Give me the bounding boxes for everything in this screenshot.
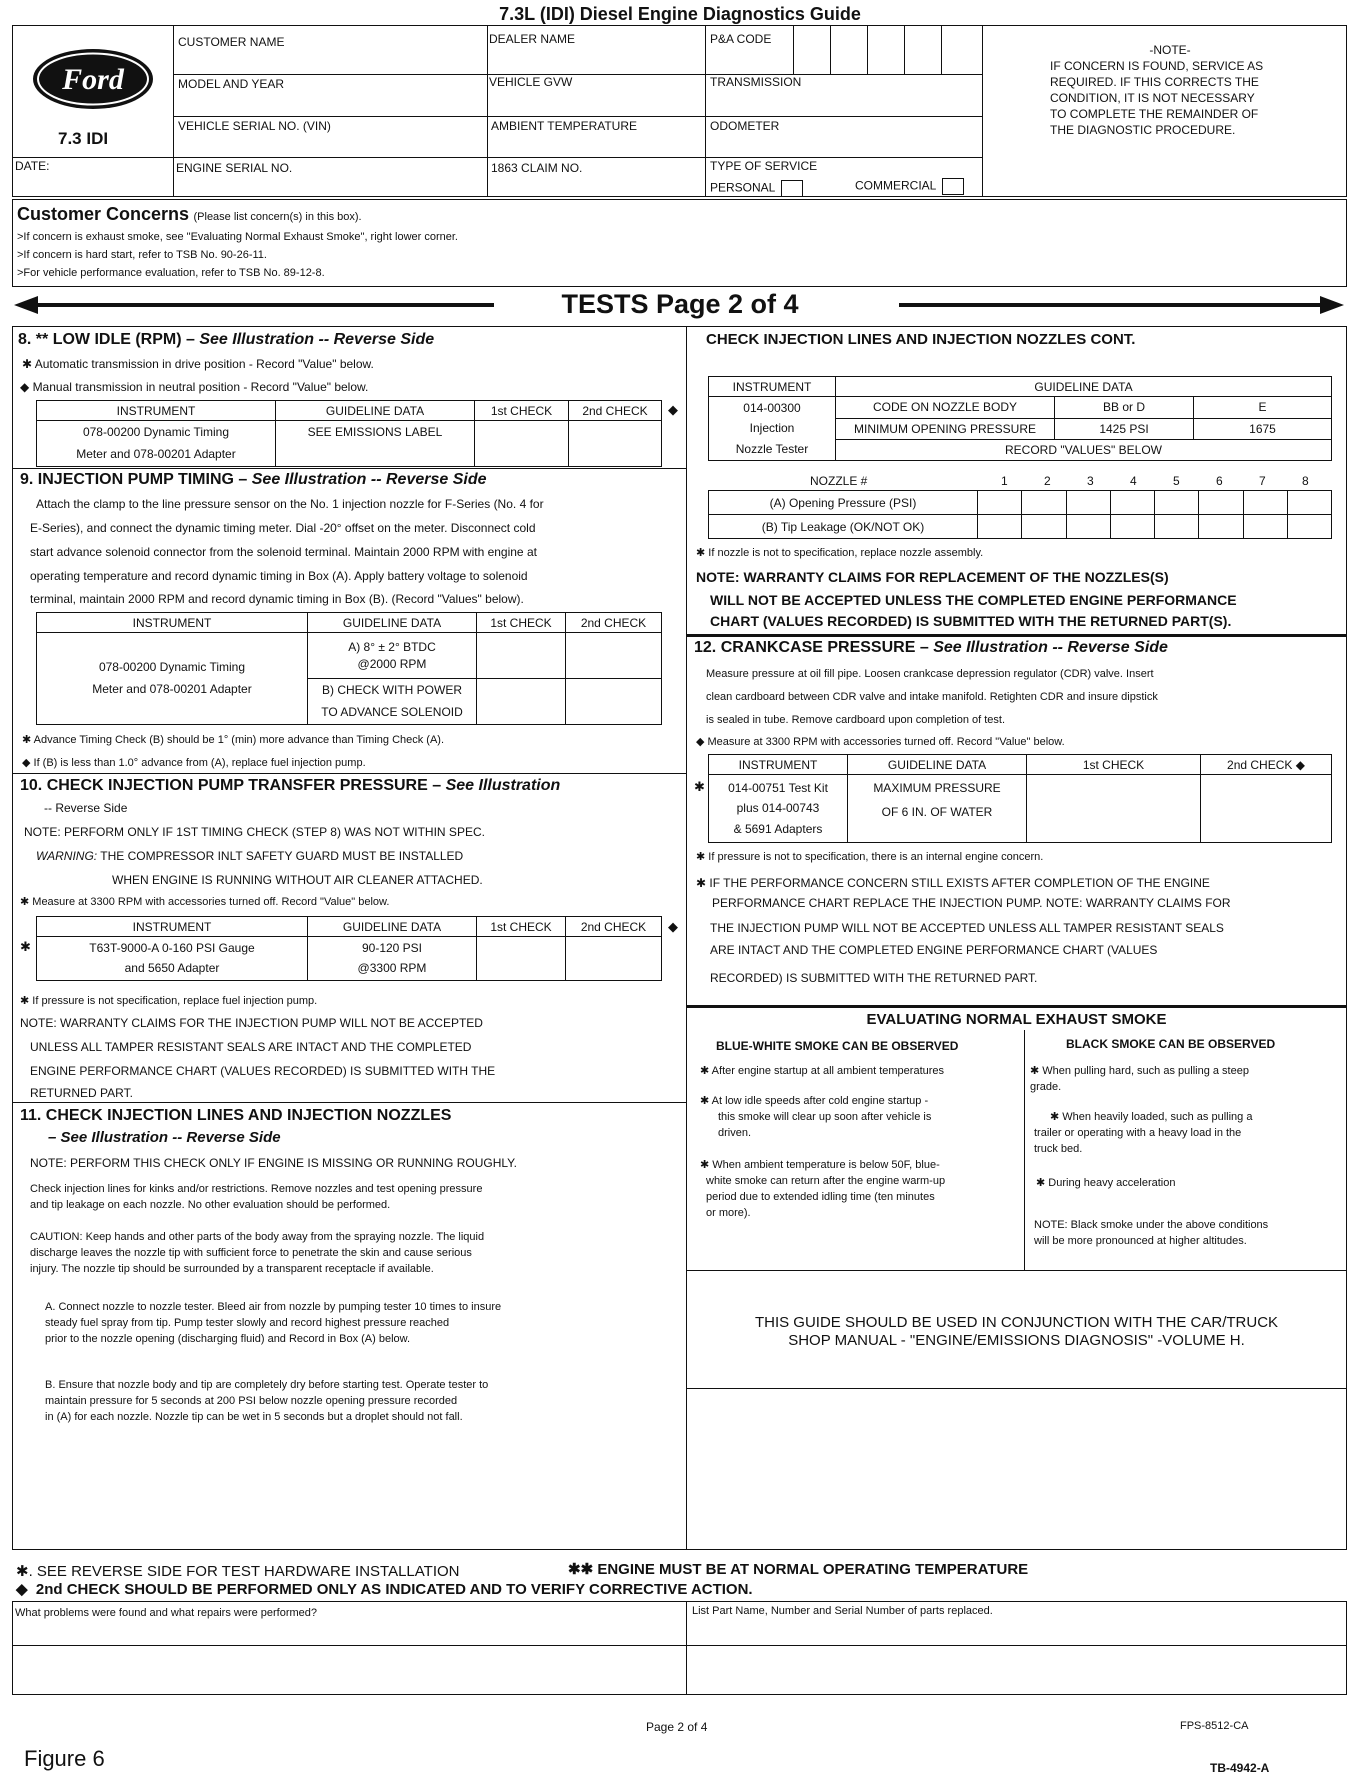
footer-f1-text: SEE REVERSE SIDE FOR TEST HARDWARE INSTALLATION [36,1563,460,1580]
concern-line: >If concern is exhaust smoke, see "Evaluating Normal Exhaust Smoke", right lower corner. [17,231,458,243]
repairs-field[interactable] [14,1622,684,1692]
cont-note1-text: If nozzle is not to specification, replace nozzle assembly. [708,547,984,559]
s8-1st-check-field[interactable] [475,421,569,467]
col-1st-check: 1st CHECK [477,613,566,633]
note-line: IF CONCERN IS FOUND, SERVICE AS [1050,59,1264,73]
s10-2nd-check-field[interactable] [566,937,662,981]
s8-inst-line1: 078-00200 Dynamic Timing [82,425,230,439]
s11-step-b-line: maintain pressure for 5 seconds at 200 PSI below nozzle opening pressure recorded [45,1395,458,1407]
personal-label: PERSONAL [710,180,776,195]
code-e: E [1194,397,1332,419]
form-code: FPS-8512-CA [1180,1720,1249,1732]
s10-warning [36,850,463,862]
s11-title-ref: – See Illustration -- Reverse Side [48,1129,281,1146]
nozzle-num: 5 [1173,474,1180,488]
s11-note: NOTE: PERFORM THIS CHECK ONLY IF ENGINE IS MISSING OR RUNNING ROUGHLY. [30,1156,517,1170]
s9-line: E-Series), and connect the dynamic timing meter. Dial -20° offset on the meter. Disconnect cold [30,521,536,535]
nozzle-4-b-field[interactable] [1110,515,1154,539]
s10-measure: ✱ Measure at 3300 RPM with accessories turned off. Record "Value" below. [20,896,390,908]
repairs-question: What problems were found and what repairs were performed? [15,1607,318,1619]
col-2nd-check: 2nd CHECK [566,613,662,633]
svg-text:Ford: Ford [62,63,124,96]
concerns-title: Customer Concerns [17,204,190,224]
black-item-line: When pulling hard, such as pulling a steep [1042,1065,1249,1077]
nozzle-2-b-field[interactable] [1022,515,1066,539]
personal-option[interactable] [710,180,803,197]
diamond-icon: ◆ [668,402,678,417]
s9-ga-line2: @2000 RPM [357,656,427,671]
s12-guideline [848,775,1027,843]
s9-title-ref: See Illustration -- Reverse Side [251,471,487,488]
s9-note1-text: Advance Timing Check (B) should be 1° (min) more advance than Timing Check (A). [33,734,445,746]
col-guideline: GUIDELINE DATA [276,401,475,421]
s12-g-line2: OF 6 IN. OF WATER [881,805,993,819]
footer-reverse-side: ✱. SEE REVERSE SIDE FOR TEST HARDWARE INSTALLATION [16,1563,460,1580]
s9-inst-line1: 078-00200 Dynamic Timing [98,660,246,674]
black-item-line: truck bed. [1034,1143,1083,1155]
s10-warranty-line: NOTE: WARRANTY CLAIMS FOR THE INJECTION PUMP WILL NOT BE ACCEPTED [20,1016,483,1030]
blue-item-line: white smoke can return after the engine warm-up [706,1175,946,1187]
footer-f3-text: 2nd CHECK SHOULD BE PERFORMED ONLY AS INDICATED AND TO VERIFY CORRECTIVE ACTION. [35,1581,753,1598]
commercial-checkbox[interactable] [942,178,964,195]
s12-2nd-check-field[interactable] [1201,775,1332,843]
col-1st-check: 1st CHECK [1027,755,1201,775]
s12-warranty-line: ARE INTACT AND THE COMPLETED ENGINE PERFORMANCE CHART (VALUES [710,943,1158,957]
figure-label: Figure 6 [24,1746,105,1771]
blue-item-line: After engine startup at all ambient temperatures [711,1065,945,1077]
engine-serial-label: ENGINE SERIAL NO. [176,161,293,175]
nozzle-num: 6 [1216,474,1223,488]
vehicle-gvw-label: VEHICLE GVW [489,75,573,89]
s10-g-line1: 90-120 PSI [361,941,423,956]
concern-line: >For vehicle performance evaluation, refer to TSB No. 89-12-8. [17,267,325,279]
transmission-label: TRANSMISSION [710,75,802,89]
page-title: 7.3L (IDI) Diesel Engine Diagnostics Guide [499,4,861,24]
col-guideline: GUIDELINE DATA [848,755,1027,775]
date-label: DATE: [15,159,50,173]
asterisk-icon: ✱ [694,779,705,794]
cont-warranty-line: CHART (VALUES RECORDED) IS SUBMITTED WITH THE RETURNED PART(S). [710,613,1232,629]
black-item-line: When heavily loaded, such as pulling a [1062,1111,1253,1123]
odometer-label: ODOMETER [710,119,780,133]
col-instrument: INSTRUMENT [709,377,836,397]
s9-guideline-a [308,633,477,679]
s8-manual-text: Manual transmission in neutral position - Record "Value" below. [32,380,369,394]
col-instrument: INSTRUMENT [37,917,308,937]
s12-1st-check-field[interactable] [1027,775,1201,843]
nozzle-inst-line3: Nozzle Tester [735,441,809,456]
s10-inst-line1: T63T-9000-A 0-160 PSI Gauge [89,941,255,956]
blue-item-line: or more). [706,1207,751,1219]
s9-line: terminal, maintain 2000 RPM and record dynamic timing in Box (B). (Record "Values" below). [30,592,524,606]
s11-step-a-line: A. Connect nozzle to nozzle tester. Bleed air from nozzle by pumping tester 10 times to insure [45,1301,502,1313]
min-pressure-e: 1675 [1194,418,1332,440]
s12-inst-line: 014-00751 Test Kit [728,780,828,795]
s12-warranty-line: RECORDED) IS SUBMITTED WITH THE RETURNED PART. [710,971,1038,985]
tb-code: TB-4942-A [1210,1761,1270,1775]
nozzle-1-b-field[interactable] [978,515,1022,539]
black-item-1: ✱ When pulling hard, such as pulling a steep [1030,1065,1249,1077]
s11-text-line: and tip leakage on each nozzle. No other evaluation should be performed. [30,1199,391,1211]
code-label: CODE ON NOZZLE BODY [836,397,1055,419]
nozzle-6-b-field[interactable] [1199,515,1243,539]
commercial-option[interactable] [855,178,964,195]
note-line: CONDITION, IT IS NOT NECESSARY [1050,91,1255,105]
s12-table [708,754,1332,843]
s10-warranty-line: UNLESS ALL TAMPER RESISTANT SEALS ARE INTACT AND THE COMPLETED [30,1040,472,1054]
black-item-line: During heavy acceleration [1048,1177,1176,1189]
s12-warranty-first: ✱ IF THE PERFORMANCE CONCERN STILL EXISTS AFTER COMPLETION OF THE ENGINE [696,876,1210,890]
nozzle-1-a-field[interactable] [978,491,1022,515]
s10-guideline [308,937,477,981]
note-line: TO COMPLETE THE REMAINDER OF [1050,107,1259,121]
s9-gb-line1: B) CHECK WITH POWER [322,683,462,697]
s12-warranty-line: IF THE PERFORMANCE CONCERN STILL EXISTS AFTER COMPLETION OF THE ENGINE [709,876,1210,890]
nozzle-5-b-field[interactable] [1155,515,1199,539]
nozzle-num: 8 [1302,474,1309,488]
s10-warranty-line: ENGINE PERFORMANCE CHART (VALUES RECORDED) IS SUBMITTED WITH THE [30,1064,496,1078]
s10-warn-line1: THE COMPRESSOR INLT SAFETY GUARD MUST BE INSTALLED [100,849,464,863]
blue-item-line: At low idle speeds after cold engine startup - [711,1095,929,1107]
nozzle-8-b-field[interactable] [1287,515,1331,539]
code-bb-d: BB or D [1055,397,1194,419]
col-guideline: GUIDELINE DATA [308,613,477,633]
black-note-line: NOTE: Black smoke under the above conditions [1034,1219,1269,1231]
opening-pressure-label: (A) Opening Pressure (PSI) [709,491,978,515]
blue-item-2: ✱ At low idle speeds after cold engine startup - [700,1095,929,1107]
col-2nd-check: 2nd CHECK [569,401,662,421]
concern-line: >If concern is hard start, refer to TSB No. 90-26-11. [17,249,267,261]
s12-title-ref: See Illustration -- Reverse Side [933,639,1168,656]
s10-inst-line2: and 5650 Adapter [124,960,220,975]
pa-code-label: P&A CODE [710,32,772,46]
nozzle-6-a-field[interactable] [1199,491,1243,515]
tip-leakage-label: (B) Tip Leakage (OK/NOT OK) [709,515,978,539]
nozzle-spec-table [708,376,1332,461]
s8-inst-line2: Meter and 078-00201 Adapter [76,446,236,461]
s8-manual-line: ◆ Manual transmission in neutral position - Record "Value" below. [20,380,369,394]
black-heading: BLACK SMOKE CAN BE OBSERVED [1066,1037,1276,1051]
black-item-3: ✱ During heavy acceleration [1036,1177,1176,1189]
col-2nd-check: 2nd CHECK ◆ [1201,755,1332,775]
s8-title-ref: See Illustration -- Reverse Side [199,331,435,348]
black-item-2: ✱ When heavily loaded, such as pulling a [1050,1111,1253,1123]
blue-item-3: ✱ When ambient temperature is below 50F, blue- [700,1159,940,1171]
s9-b-1st-check-field[interactable] [477,679,566,725]
personal-checkbox[interactable] [781,180,803,197]
nozzle-tester-instrument [709,397,836,461]
nozzle-8-a-field[interactable] [1287,491,1331,515]
col-instrument: INSTRUMENT [709,755,848,775]
s11-step-b-line: in (A) for each nozzle. Nozzle tip can be wet in 5 seconds but a droplet should not fall. [45,1411,463,1423]
s9-title-text: 9. INJECTION PUMP TIMING – [20,471,248,488]
model-year-label: MODEL AND YEAR [178,77,285,91]
s9-ga-line1: A) 8° ± 2° BTDC [348,639,436,654]
s10-title-text: 10. CHECK INJECTION PUMP TRANSFER PRESSURE – [20,777,442,794]
s11-step-a-line: steady fuel spray from tip. Pump tester slowly and record highest pressure reached [45,1317,450,1329]
dealer-name-label: DEALER NAME [489,32,576,46]
page-number: Page 2 of 4 [646,1720,708,1734]
commercial-label: COMMERCIAL [855,178,937,193]
s8-instrument [37,421,276,467]
s11-text-line: CAUTION: Keep hands and other parts of the body away from the spraying nozzle. The liquid [30,1231,485,1243]
section-9-title [20,472,487,488]
section-11-title: 11. CHECK INJECTION LINES AND INJECTION NOZZLES [20,1107,452,1124]
col-2nd-check: 2nd CHECK [566,917,662,937]
note-line: THE DIAGNOSTIC PROCEDURE. [1050,123,1236,137]
guide-line1: THIS GUIDE SHOULD BE USED IN CONJUNCTION WITH THE CAR/TRUCK [754,1314,1279,1331]
s10-1st-check-field[interactable] [477,937,566,981]
s12-g-line1: MAXIMUM PRESSURE [873,781,1001,795]
ambient-label: AMBIENT TEMPERATURE [491,119,638,133]
cont-title: CHECK INJECTION LINES AND INJECTION NOZZLES CONT. [706,331,1136,348]
engine-label: 7.3 IDI [58,129,109,148]
min-pressure-label: MINIMUM OPENING PRESSURE [836,418,1055,440]
s12-warranty-line: THE INJECTION PUMP WILL NOT BE ACCEPTED UNLESS ALL TAMPER RESISTANT SEALS [710,921,1224,935]
s12-note1-text: If pressure is not to specification, there is an internal engine concern. [708,851,1044,863]
parts-question: List Part Name, Number and Serial Number of parts replaced. [692,1605,993,1617]
black-item-line: grade. [1030,1081,1062,1093]
nozzle-num: 3 [1087,474,1094,488]
s9-inst-line2: Meter and 078-00201 Adapter [92,681,252,696]
col-guideline: GUIDELINE DATA [308,917,477,937]
s12-warranty-line: PERFORMANCE CHART REPLACE THE INJECTION PUMP. NOTE: WARRANTY CLAIMS FOR [712,896,1231,910]
blue-white-heading: BLUE-WHITE SMOKE CAN BE OBSERVED [716,1039,959,1053]
s9-a-1st-check-field[interactable] [477,633,566,679]
col-guideline: GUIDELINE DATA [836,377,1332,397]
col-instrument: INSTRUMENT [37,613,308,633]
nozzle-num: 1 [1001,474,1008,488]
nozzle-7-b-field[interactable] [1243,515,1287,539]
s10-warn-label: WARNING: [36,849,98,863]
section-12-title [694,640,1168,656]
s12-inst-line: & 5691 Adapters [733,821,823,836]
section-8-title [18,332,434,348]
s8-guideline: SEE EMISSIONS LABEL [276,421,475,467]
s8-auto-line: ✱ Automatic transmission in drive position - Record "Value" below. [22,357,374,371]
customer-name-label: CUSTOMER NAME [178,35,285,49]
nozzle-number-label: NOZZLE # [810,474,868,488]
blue-item-1: ✱ After engine startup at all ambient temperatures [700,1065,945,1077]
s8-auto-text: Automatic transmission in drive position - Record "Value" below. [34,357,374,371]
section-10-title [20,778,560,794]
record-values-label: RECORD "VALUES" BELOW [836,440,1332,461]
s11-step-a-line: prior to the nozzle opening (discharging fluid) and Record in Box (A) below. [45,1333,411,1345]
s9-note1: ✱ Advance Timing Check (B) should be 1° (min) more advance than Timing Check (A). [22,734,445,746]
s12-instrument [709,775,848,843]
nozzle-7-a-field[interactable] [1243,491,1287,515]
s8-table [36,400,662,467]
s11-text-line: injury. The nozzle tip should be surrounded by a transparent receptacle if available. [30,1263,434,1275]
s11-text-line: discharge leaves the nozzle tip with sufficient force to penetrate the skin and cause serious [30,1247,472,1259]
s10-note1: ✱ If pressure is not specification, replace fuel injection pump. [20,995,318,1007]
claim-label: 1863 CLAIM NO. [491,161,583,175]
s9-line: Attach the clamp to the line pressure sensor on the No. 1 injection nozzle for F-Series (No. 4 for [36,497,544,511]
s11-step-b-line: B. Ensure that nozzle body and tip are completely dry before starting test. Operate tester to [45,1379,489,1391]
s12-line: Measure pressure at oil fill pipe. Loosen crankcase depression regulator (CDR) valve. Insert [706,668,1154,680]
nozzle-num: 4 [1130,474,1137,488]
s11-text-line: Check injection lines for kinks and/or restrictions. Remove nozzles and test opening pressure [30,1183,483,1195]
s10-title-ref: See Illustration [445,777,561,794]
service-type-label: TYPE OF SERVICE [710,159,818,173]
s9-gb-line2: TO ADVANCE SOLENOID [321,704,463,719]
s12-measure: ◆ Measure at 3300 RPM with accessories turned off. Record "Value" below. [696,736,1065,748]
s10-instrument [37,937,308,981]
s10-note1-text: If pressure is not specification, replace fuel injection pump. [32,995,318,1007]
s12-inst-line: plus 014-00743 [736,801,820,816]
s10-warn-line2: WHEN ENGINE IS RUNNING WITHOUT AIR CLEANER ATTACHED. [112,873,483,887]
cont-warranty-line: WILL NOT BE ACCEPTED UNLESS THE COMPLETED ENGINE PERFORMANCE [710,592,1237,608]
footer-2nd-check: ◆ 2nd CHECK SHOULD BE PERFORMED ONLY AS INDICATED AND TO VERIFY CORRECTIVE ACTION. [16,1581,753,1598]
concerns-heading [17,205,362,224]
s12-measure-text: Measure at 3300 RPM with accessories turned off. Record "Value" below. [707,736,1065,748]
black-item-line: trailer or operating with a heavy load in the [1034,1127,1242,1139]
cont-note1: ✱ If nozzle is not to specification, replace nozzle assembly. [696,547,984,559]
nozzle-2-a-field[interactable] [1022,491,1066,515]
s12-line: is sealed in tube. Remove cardboard upon completion of test. [706,714,1006,726]
cont-warranty-line: NOTE: WARRANTY CLAIMS FOR REPLACEMENT OF THE NOZZLES(S) [696,569,1169,585]
s10-sub: -- Reverse Side [44,801,128,815]
footer-temp: ✱✱ ENGINE MUST BE AT NORMAL OPERATING TEMPERATURE [568,1561,1029,1578]
s9-note2: ◆ If (B) is less than 1.0° advance from (A), replace fuel injection pump. [22,757,366,769]
s10-note: NOTE: PERFORM ONLY IF 1ST TIMING CHECK (STEP 8) WAS NOT WITHIN SPEC. [24,825,485,839]
s9-guideline-b [308,679,477,725]
asterisk-icon: ✱ [20,939,31,954]
col-instrument: INSTRUMENT [37,401,276,421]
s10-warranty-line: RETURNED PART. [30,1086,133,1100]
nozzle-record-table [708,490,1332,539]
diamond-icon: ◆ [668,919,678,934]
s12-line: clean cardboard between CDR valve and intake manifold. Retighten CDR and insure dipstick [706,691,1158,703]
s10-g-line2: @3300 RPM [357,960,427,975]
nozzle-inst-line2: Injection [749,421,795,436]
black-note-line: will be more pronounced at higher altitudes. [1034,1235,1247,1247]
blue-item-line: driven. [718,1127,752,1139]
s9-line: start advance solenoid connector from the solenoid terminal. Maintain 2000 RPM with engine at [30,545,537,559]
nozzle-4-a-field[interactable] [1110,491,1154,515]
vin-label: VEHICLE SERIAL NO. (VIN) [178,119,331,133]
note-title: -NOTE- [1149,43,1191,57]
s9-note2-text: If (B) is less than 1.0° advance from (A), replace fuel injection pump. [33,757,366,769]
nozzle-3-b-field[interactable] [1066,515,1110,539]
nozzle-num: 2 [1044,474,1051,488]
blue-item-line: When ambient temperature is below 50F, blue- [712,1159,940,1171]
nozzle-inst-line1: 014-00300 [743,401,801,415]
nozzle-3-a-field[interactable] [1066,491,1110,515]
nozzle-5-a-field[interactable] [1155,491,1199,515]
guide-line2: SHOP MANUAL - "ENGINE/EMISSIONS DIAGNOSIS" -VOLUME H. [788,1332,1245,1349]
parts-field[interactable] [688,1622,1345,1692]
ford-logo [30,46,156,112]
s12-title-text: 12. CRANKCASE PRESSURE – [694,639,929,656]
nozzle-num: 7 [1259,474,1266,488]
blue-item-line: this smoke will clear up soon after vehicle is [718,1111,932,1123]
s8-2nd-check-field[interactable] [569,421,662,467]
tests-header: TESTS Page 2 of 4 [561,289,799,319]
s9-instrument [37,633,308,725]
col-1st-check: 1st CHECK [475,401,569,421]
s9-b-2nd-check-field[interactable] [566,679,662,725]
concerns-sub: (Please list concern(s) in this box). [193,211,362,223]
s9-line: operating temperature and record dynamic timing in Box (A). Apply battery voltage to solenoid [30,569,528,583]
footer-f2-text: ENGINE MUST BE AT NORMAL OPERATING TEMPERATURE [597,1561,1029,1578]
s10-table [36,916,662,981]
smoke-title: EVALUATING NORMAL EXHAUST SMOKE [866,1011,1167,1028]
s12-note1: ✱ If pressure is not to specification, there is an internal engine concern. [696,851,1044,863]
s8-title-text: 8. ** LOW IDLE (RPM) – [18,331,195,348]
col-1st-check: 1st CHECK [477,917,566,937]
s9-table [36,612,662,725]
note-line: REQUIRED. IF THIS CORRECTS THE [1050,75,1259,89]
col-2nd-check-label: 2nd CHECK [1227,757,1293,772]
s10-measure-text: Measure at 3300 RPM with accessories turned off. Record "Value" below. [32,896,390,908]
blue-item-line: period due to extended idling time (ten minutes [706,1191,935,1203]
s9-a-2nd-check-field[interactable] [566,633,662,679]
min-pressure-bb-d: 1425 PSI [1055,418,1194,440]
